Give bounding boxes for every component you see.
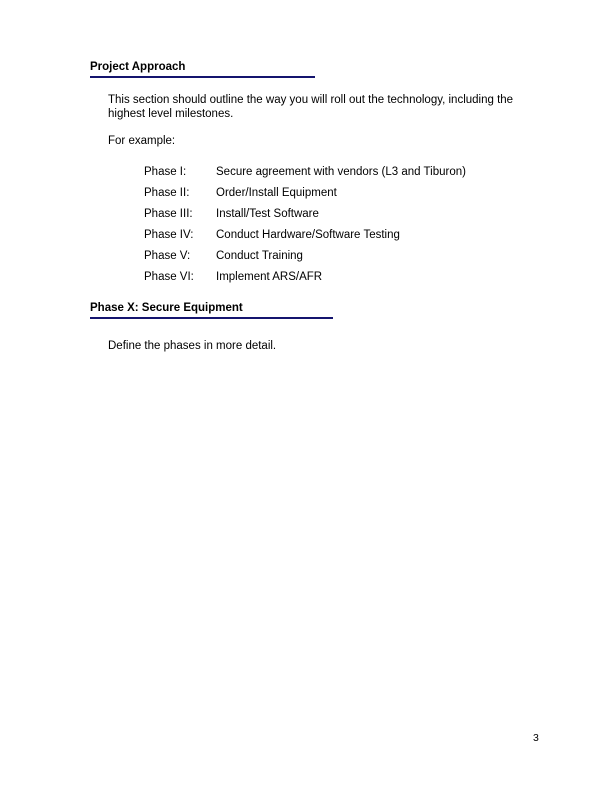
phase-label: Phase II:: [144, 186, 190, 199]
intro-paragraph: This section should outline the way you will roll out the technology, including the highest level milestones.: [108, 94, 514, 120]
phase-row: [144, 161, 466, 182]
phase-description: Conduct Hardware/Software Testing: [216, 228, 400, 241]
example-label: For example:: [108, 135, 176, 147]
phase-row: [144, 203, 466, 224]
phase-label: Phase IV:: [144, 228, 194, 241]
phase-label: Phase I:: [144, 165, 187, 178]
phase-description: Conduct Training: [216, 249, 303, 262]
phase-label: Phase III:: [144, 207, 193, 220]
heading-underline: [90, 76, 315, 78]
phase-description: Secure agreement with vendors (L3 and Tiburon): [216, 165, 466, 178]
phase-row: [144, 182, 466, 203]
phase-label: Phase VI:: [144, 270, 194, 283]
section-heading-phase-x: Phase X: Secure Equipment: [90, 302, 243, 314]
phase-detail-paragraph: Define the phases in more detail.: [108, 340, 277, 352]
phase-description: Install/Test Software: [216, 207, 319, 220]
page-number: 3: [533, 732, 539, 744]
phase-label: Phase V:: [144, 249, 191, 262]
phase-row: [144, 245, 466, 266]
section-heading-project-approach: Project Approach: [90, 61, 186, 73]
phase-row: [144, 266, 466, 287]
phase-list: [144, 161, 466, 287]
phase-description: Order/Install Equipment: [216, 186, 337, 199]
phase-row: [144, 224, 466, 245]
phase-description: Implement ARS/AFR: [216, 270, 323, 283]
heading-underline: [90, 317, 333, 319]
